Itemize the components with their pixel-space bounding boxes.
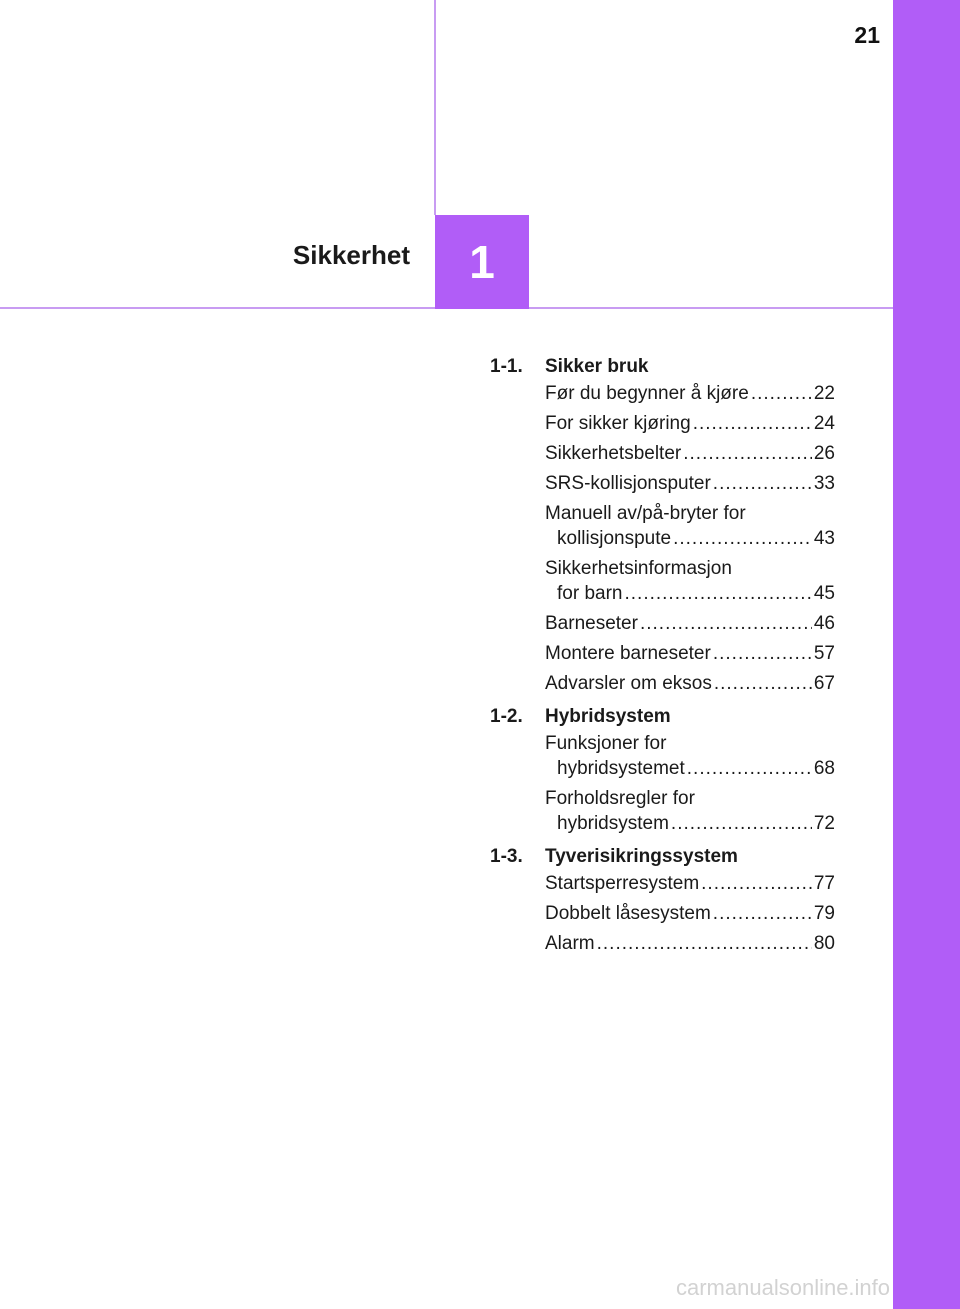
toc-entry[interactable] (545, 871, 835, 896)
toc-section-heading[interactable] (490, 842, 835, 871)
toc-entry[interactable] (545, 381, 835, 406)
toc-page-number: 33 (813, 473, 835, 494)
section-number: 1-1. (490, 356, 523, 377)
toc-page-number: 77 (813, 873, 835, 894)
dot-leader (687, 756, 812, 781)
chapter-side-tab (893, 0, 960, 1309)
dot-leader (640, 611, 812, 636)
toc-entry[interactable] (545, 411, 835, 436)
toc-entry-text: Manuell av/på-bryter for (545, 503, 746, 524)
toc-entry-text: For sikker kjøring (545, 413, 691, 434)
dot-leader (683, 441, 812, 466)
dot-leader (693, 411, 812, 436)
toc-entry-text: for barn (557, 583, 623, 604)
section-title: Hybridsystem (545, 706, 671, 727)
watermark: carmanualsonline.info (676, 1275, 891, 1300)
toc-page-number: 22 (813, 383, 835, 404)
toc-page-number: 80 (813, 933, 835, 954)
toc-entry-text: Alarm (545, 933, 595, 954)
vertical-rule (434, 0, 436, 215)
toc-entry-text: hybridsystem (557, 813, 669, 834)
toc-entry[interactable] (545, 931, 835, 956)
dot-leader (673, 526, 812, 551)
toc-section-heading[interactable] (490, 702, 835, 731)
section-title: Tyverisikringssystem (545, 846, 738, 867)
toc-entry[interactable] (545, 671, 835, 696)
chapter-title: Sikkerhet (292, 240, 410, 270)
dot-leader (624, 581, 811, 606)
toc-page-number: 26 (813, 443, 835, 464)
toc-page-number: 24 (813, 413, 835, 434)
toc-entry[interactable] (545, 731, 835, 781)
toc-page-number: 45 (813, 583, 835, 604)
toc-page-number: 68 (813, 758, 835, 779)
toc-entry[interactable] (545, 901, 835, 926)
toc-entry[interactable] (545, 441, 835, 466)
dot-leader (713, 641, 812, 666)
toc-entry-text: hybridsystemet (557, 758, 685, 779)
toc-entry-text: Sikkerhetsbelter (545, 443, 682, 464)
toc-page-number: 72 (813, 813, 835, 834)
toc-entry-text: Dobbelt låsesystem (545, 903, 711, 924)
toc-entry-text: kollisjonspute (557, 528, 672, 549)
toc-entry[interactable] (545, 611, 835, 636)
toc-page-number: 79 (813, 903, 835, 924)
dot-leader (714, 671, 812, 696)
page-number: 21 (854, 22, 880, 48)
toc-entry-text: Sikkerhetsinformasjon (545, 558, 732, 579)
toc-page-number: 46 (813, 613, 835, 634)
toc-entry[interactable] (545, 471, 835, 496)
toc-entry-text: Forholdsregler for (545, 788, 695, 809)
toc-entry-text: Funksjoner for (545, 733, 667, 754)
toc-entry-text: Montere barneseter (545, 643, 711, 664)
table-of-contents (490, 352, 835, 962)
toc-page-number: 67 (813, 673, 835, 694)
toc-entry[interactable] (545, 641, 835, 666)
dot-leader (597, 931, 812, 956)
toc-entry-text: Barneseter (545, 613, 638, 634)
section-number: 1-3. (490, 846, 523, 867)
dot-leader (713, 901, 812, 926)
dot-leader (671, 811, 812, 836)
toc-section-heading[interactable] (490, 352, 835, 381)
section-number: 1-2. (490, 706, 523, 727)
toc-section (490, 352, 835, 696)
toc-entry-text: Advarsler om eksos (545, 673, 712, 694)
toc-entry-text: Startsperresystem (545, 873, 700, 894)
toc-entry-text: SRS-kollisjonsputer (545, 473, 711, 494)
toc-entry[interactable] (545, 556, 835, 606)
toc-entry[interactable] (545, 786, 835, 836)
toc-entry-text: Før du begynner å kjøre (545, 383, 749, 404)
toc-entry[interactable] (545, 501, 835, 551)
chapter-number-box (435, 215, 529, 309)
dot-leader (701, 871, 812, 896)
toc-page-number: 57 (813, 643, 835, 664)
toc-page-number: 43 (813, 528, 835, 549)
dot-leader (751, 381, 812, 406)
chapter-number: 1 (469, 236, 495, 288)
dot-leader (713, 471, 812, 496)
toc-section (490, 842, 835, 956)
section-title: Sikker bruk (545, 356, 649, 377)
toc-section (490, 702, 835, 836)
